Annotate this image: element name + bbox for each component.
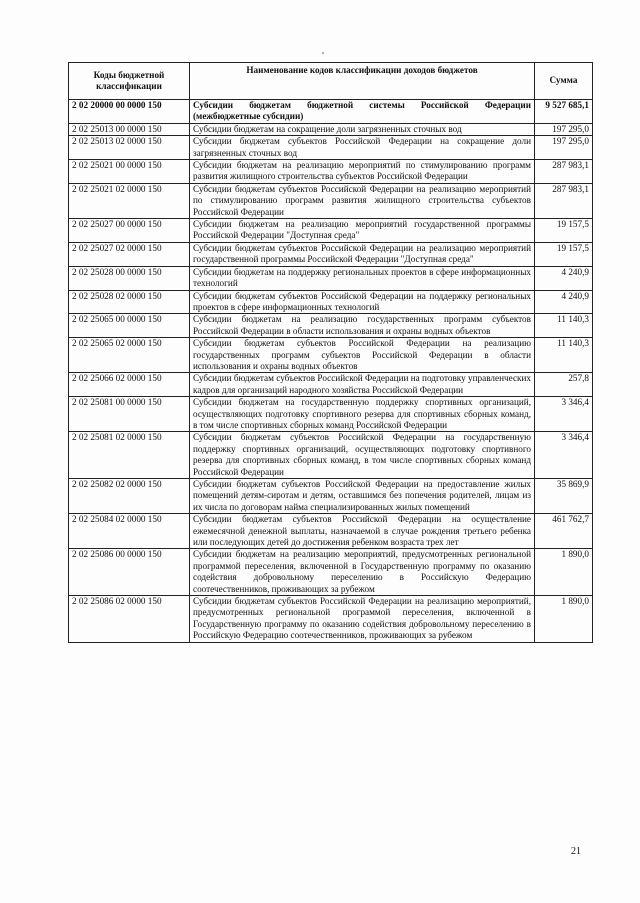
- row-sum: 287 983,1: [535, 160, 593, 184]
- table-row: [69, 338, 593, 373]
- row-name: Субсидии бюджетам субъектов Российской Федерации на подготовку управленческих кадров для организаций народного хозяйства Российской Федерации: [190, 373, 535, 397]
- row-name: Субсидии бюджетам на реализацию мероприятий по стимулированию программ развития жилищного строительства субъектов Российской Федерации: [190, 160, 535, 184]
- row-code: 2 02 25086 00 0000 150: [69, 549, 190, 596]
- row-name: Субсидии бюджетам на реализацию мероприятий, предусмотренных региональной программой переселения, включенной в Государственную программу по оказанию содействия добровольному переселению в Российскую Федерацию соотечественников, проживающих за рубежом: [190, 549, 535, 596]
- row-sum: 11 140,3: [535, 338, 593, 373]
- row-code: 2 02 25086 02 0000 150: [69, 596, 190, 643]
- table-row: [69, 596, 593, 643]
- row-name: Субсидии бюджетам бюджетной системы Российской Федерации (межбюджетные субсидии): [190, 100, 535, 124]
- row-sum: 461 762,7: [535, 514, 593, 549]
- row-code: 2 02 25027 00 0000 150: [69, 219, 190, 243]
- table-row: [69, 549, 593, 596]
- row-sum: 4 240,9: [535, 266, 593, 290]
- header-name: Наименование кодов классификации доходов бюджетов: [190, 63, 535, 100]
- table-body: [69, 100, 593, 643]
- row-code: 2 02 25065 00 0000 150: [69, 314, 190, 338]
- row-code: 2 02 20000 00 0000 150: [69, 100, 190, 124]
- budget-revenue-table: [68, 62, 593, 643]
- row-sum: 19 157,5: [535, 242, 593, 266]
- table-row: [69, 479, 593, 514]
- table-row: [69, 242, 593, 266]
- row-code: 2 02 25066 02 0000 150: [69, 373, 190, 397]
- table-row: [69, 183, 593, 218]
- row-sum: 3 346,4: [535, 397, 593, 432]
- scan-speck: [322, 52, 324, 54]
- header-sum: Сумма: [535, 63, 593, 100]
- row-name: Субсидии бюджетам на реализацию государственных программ субъектов Российской Федерации в области использования и охраны водных объектов: [190, 314, 535, 338]
- row-name: Субсидии бюджетам субъектов Российской Федерации на предоставление жилых помещений детям-сиротам и детям, оставшимся без попечения родителей, лицам из их числа по договорам найма специализированных жилых помещений: [190, 479, 535, 514]
- row-name: Субсидии бюджетам субъектов Российской Федерации на реализацию мероприятий по стимулированию программ развития жилищного строительства субъектов Российской Федерации: [190, 183, 535, 218]
- row-name: Субсидии бюджетам субъектов Российской Федерации на осуществление ежемесячной денежной выплаты, назначаемой в случае рождения третьего ребенка или последующих детей до достижения ребенком возраста трех лет: [190, 514, 535, 549]
- row-code: 2 02 25084 02 0000 150: [69, 514, 190, 549]
- row-sum: 35 869,9: [535, 479, 593, 514]
- table-row: [69, 514, 593, 549]
- table-row: [69, 290, 593, 314]
- row-name: Субсидии бюджетам субъектов Российской Федерации на поддержку региональных проектов в сфере информационных технологий: [190, 290, 535, 314]
- row-code: 2 02 25081 02 0000 150: [69, 432, 190, 479]
- row-name: Субсидии бюджетам на реализацию мероприятий государственной программы Российской Федерации "Доступная среда": [190, 219, 535, 243]
- row-sum: 4 240,9: [535, 290, 593, 314]
- row-sum: 197 295,0: [535, 123, 593, 135]
- row-sum: 1 890,0: [535, 549, 593, 596]
- row-sum: 19 157,5: [535, 219, 593, 243]
- row-name: Субсидии бюджетам субъектов Российской Федерации на реализацию государственных программ субъектов Российской Федерации в области использования и охраны водных объектов: [190, 338, 535, 373]
- table-row: [69, 219, 593, 243]
- row-code: 2 02 25013 00 0000 150: [69, 123, 190, 135]
- row-name: Субсидии бюджетам на сокращение доли загрязненных сточных вод: [190, 123, 535, 135]
- row-sum: 287 983,1: [535, 183, 593, 218]
- table-row: [69, 136, 593, 160]
- row-sum: 11 140,3: [535, 314, 593, 338]
- row-code: 2 02 25021 02 0000 150: [69, 183, 190, 218]
- row-code: 2 02 25027 02 0000 150: [69, 242, 190, 266]
- table-row: [69, 123, 593, 135]
- table-row: [69, 373, 593, 397]
- table-row: [69, 266, 593, 290]
- row-sum: 197 295,0: [535, 136, 593, 160]
- table-row: [69, 160, 593, 184]
- table-row: [69, 432, 593, 479]
- row-name: Субсидии бюджетам субъектов Российской Федерации на государственную поддержку спортивных организаций, осуществляющих подготовку спортивного резерва для спортивных сборных команд, в том числе спортивных сборных команд Российской Федерации: [190, 432, 535, 479]
- row-sum: 9 527 685,1: [535, 100, 593, 124]
- table-row: [69, 397, 593, 432]
- row-code: 2 02 25065 02 0000 150: [69, 338, 190, 373]
- row-code: 2 02 25082 02 0000 150: [69, 479, 190, 514]
- row-name: Субсидии бюджетам на государственную поддержку спортивных организаций, осуществляющих подготовку спортивного резерва для спортивных сборных команд, в том числе спортивных сборных команд Российской Федерации: [190, 397, 535, 432]
- page-number: 21: [571, 846, 581, 857]
- row-code: 2 02 25028 02 0000 150: [69, 290, 190, 314]
- table-header-row: [69, 63, 593, 100]
- table-row: [69, 100, 593, 124]
- row-name: Субсидии бюджетам субъектов Российской Федерации на реализацию мероприятий государственной программы Российской Федерации "Доступная среда": [190, 242, 535, 266]
- row-name: Субсидии бюджетам субъектов Российской Федерации на реализацию мероприятий, предусмотренных региональной программой переселения, включенной в Государственную программу по оказанию содействия добровольному переселению в Российскую Федерацию соотечественников, проживающих за рубежом: [190, 596, 535, 643]
- row-code: 2 02 25013 02 0000 150: [69, 136, 190, 160]
- row-name: Субсидии бюджетам на поддержку региональных проектов в сфере информационных технологий: [190, 266, 535, 290]
- row-code: 2 02 25021 00 0000 150: [69, 160, 190, 184]
- table-row: [69, 314, 593, 338]
- row-sum: 3 346,4: [535, 432, 593, 479]
- row-sum: 1 890,0: [535, 596, 593, 643]
- row-name: Субсидии бюджетам субъектов Российской Федерации на сокращение доли загрязненных сточных вод: [190, 136, 535, 160]
- row-code: 2 02 25028 00 0000 150: [69, 266, 190, 290]
- row-sum: 257,8: [535, 373, 593, 397]
- header-code: Коды бюджетной классификации: [69, 63, 190, 100]
- row-code: 2 02 25081 00 0000 150: [69, 397, 190, 432]
